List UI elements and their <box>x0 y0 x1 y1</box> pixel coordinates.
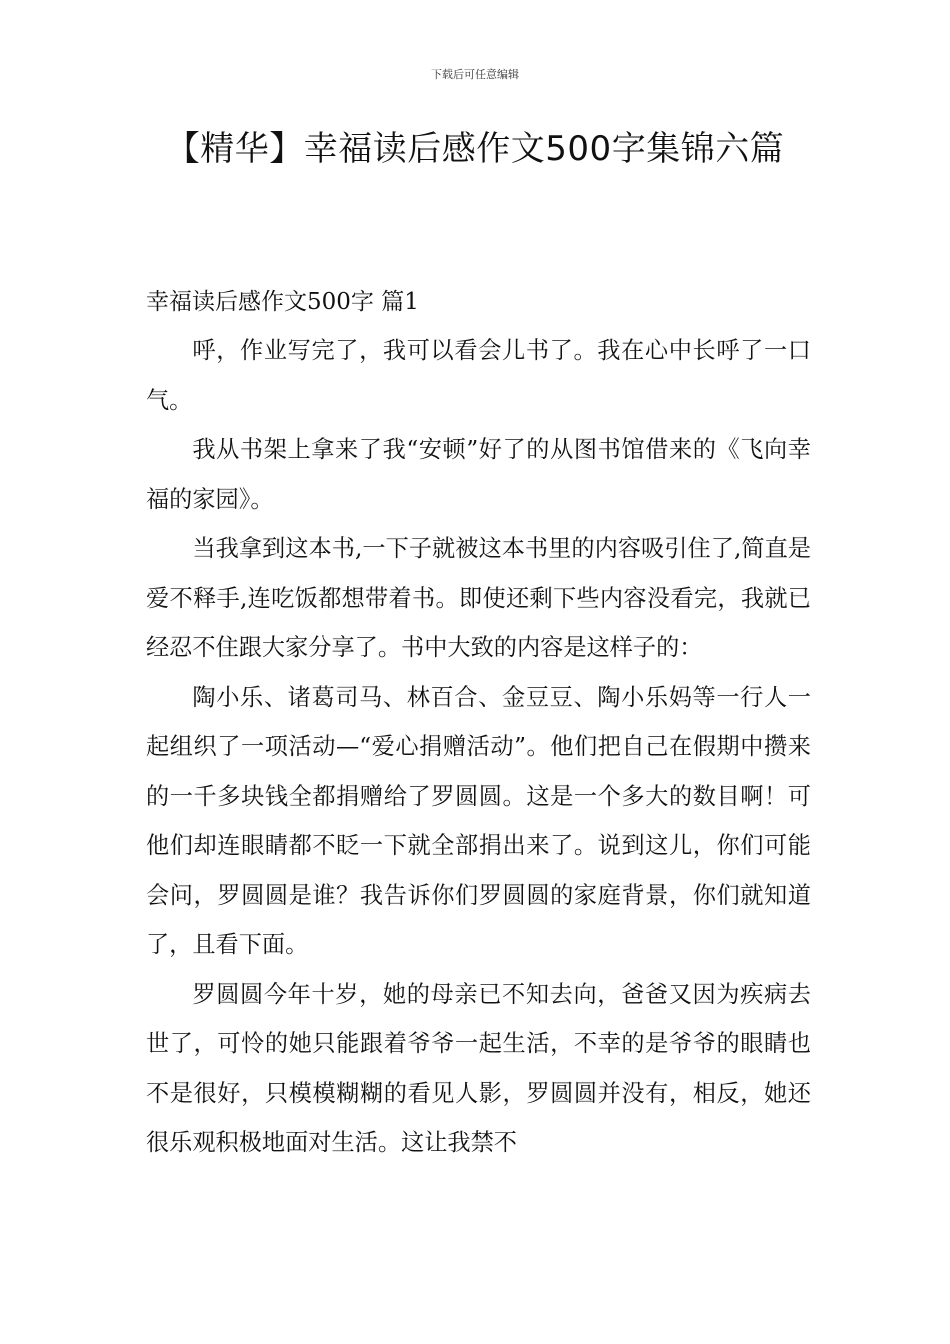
document-title: 【精华】幸福读后感作文500字集锦六篇 <box>165 129 785 169</box>
document-body <box>146 278 811 1168</box>
page-header-note: 下载后可任意编辑 <box>431 68 519 81</box>
paragraph: 我从书架上拿来了我“安顿”好了的从图书馆借来的《飞向幸福的家园》。 <box>146 436 811 513</box>
paragraph: 当我拿到这本书,一下子就被这本书里的内容吸引住了,简直是爱不释手,连吃饭都想带着书。即使还剩下些内容没看完，我就已经忍不住跟大家分享了。书中大致的内容是这样子的： <box>146 535 811 661</box>
paragraph: 呼，作业写完了，我可以看会儿书了。我在心中长呼了一口气。 <box>146 337 811 414</box>
paragraph: 陶小乐、诸葛司马、林百合、金豆豆、陶小乐妈等一行人一起组织了一项活动—“爱心捐赠活动”。他们把自己在假期中攒来的一千多块钱全都捐赠给了罗圆圆。这是一个多大的数目啊！可他们却连眼睛都不眨一下就全部捐出来了。说到这儿，你们可能会问，罗圆圆是谁？我告诉你们罗圆圆的家庭背景，你们就知道了，且看下面。 <box>146 683 811 958</box>
section-heading: 幸福读后感作文500字 篇1 <box>146 289 419 315</box>
paragraph: 罗圆圆今年十岁，她的母亲已不知去向，爸爸又因为疾病去世了，可怜的她只能跟着爷爷一起生活，不幸的是爷爷的眼睛也不是很好，只模模糊糊的看见人影，罗圆圆并没有，相反，她还很乐观积极地面对生活。这让我禁不 <box>146 980 811 1156</box>
